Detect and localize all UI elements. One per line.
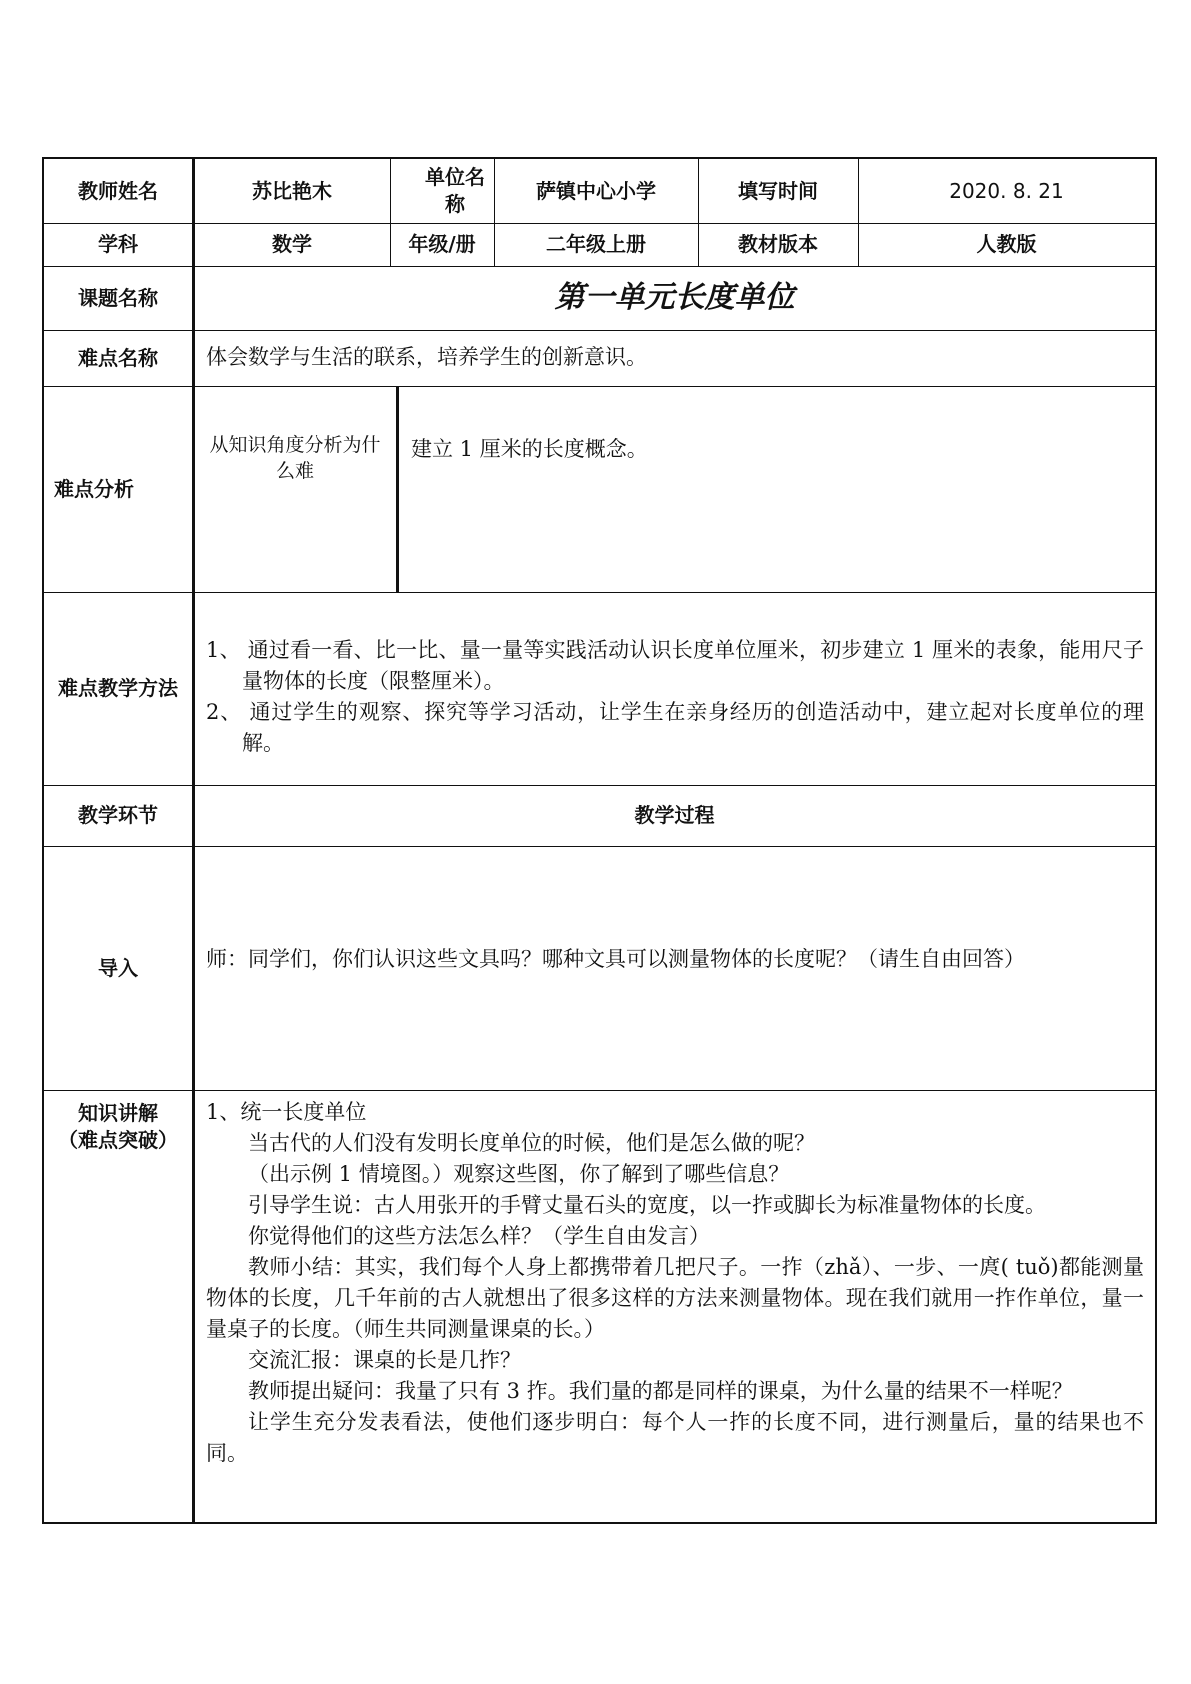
grade-value: 二年级上册 — [546, 232, 646, 256]
grade-label: 年级/册 — [408, 232, 476, 256]
knowledge-paragraph: 教师小结：其实，我们每个人身上都携带着几把尺子。一拃（zhǎ）、一步、一庹( tuǒ)都能测量物体的长度，几千年前的古人就想出了很多这样的方法来测量物体。现在我们就用一拃作单位，量一量桌子的长度。（师生共同测量课桌的长。） — [206, 1255, 1144, 1341]
teaching-method-item: 2、 通过学生的观察、探究等学习活动，让学生在亲身经历的创造活动中，建立起对长度单位的理解。 — [206, 700, 1144, 755]
teaching-method-item: 1、 通过看一看、比一比、量一量等实践活动认识长度单位厘米，初步建立 1 厘米的表象，能用尺子量物体的长度（限整厘米）。 — [206, 638, 1144, 693]
knowledge-paragraph: 让学生充分发表看法，使他们逐步明白：每个人一拃的长度不同，进行测量后，量的结果也不同。 — [206, 1410, 1144, 1465]
teacher-name-label: 教师姓名 — [78, 178, 158, 203]
teaching-method-label: 难点教学方法 — [58, 676, 178, 700]
row-divider — [44, 846, 1155, 847]
row-divider — [44, 386, 1155, 387]
process-column-header: 教学过程 — [634, 803, 715, 827]
knowledge-content — [206, 1097, 1144, 1469]
fill-time-value: 2020. 8. 21 — [949, 178, 1064, 203]
row-divider — [44, 592, 1155, 593]
unit-name-value: 萨镇中心小学 — [536, 178, 656, 203]
knowledge-paragraph: 教师提出疑问：我量了只有 3 拃。我们量的都是同样的课桌，为什么量的结果不一样呢？ — [248, 1379, 1073, 1403]
knowledge-paragraph: 当古代的人们没有发明长度单位的时候，他们是怎么做的呢？ — [248, 1131, 815, 1155]
knowledge-label-line1: 知识讲解 — [78, 1101, 158, 1125]
teaching-method-list — [206, 635, 1144, 759]
difficulty-analysis-sublabel: 从知识角度分析为什么难 — [209, 434, 381, 482]
difficulty-name-value: 体会数学与生活的联系，培养学生的创新意识。 — [206, 345, 647, 369]
knowledge-paragraph: 交流汇报：课桌的长是几拃？ — [248, 1348, 521, 1372]
unit-name-label: 单位名称 — [425, 165, 485, 216]
knowledge-paragraph: （出示例 1 情境图。）观察这些图，你了解到了哪些信息？ — [248, 1162, 790, 1186]
edition-value: 人教版 — [976, 232, 1037, 256]
knowledge-label — [44, 1097, 192, 1157]
topic-title: 第一单元长度单位 — [554, 279, 795, 315]
stage-column-header: 教学环节 — [78, 803, 158, 827]
intro-label: 导入 — [98, 955, 138, 980]
teacher-name-value: 苏比艳木 — [252, 178, 332, 203]
intro-text: 师：同学们，你们认识这些文具吗？哪种文具可以测量物体的长度呢？（请生自由回答） — [206, 947, 1025, 971]
difficulty-name-label: 难点名称 — [78, 345, 158, 370]
topic-label: 课题名称 — [78, 285, 158, 310]
row-divider — [44, 330, 1155, 331]
difficulty-analysis-value: 建立 1 厘米的长度概念。 — [411, 437, 648, 461]
edition-label: 教材版本 — [738, 232, 818, 256]
analysis-column-divider — [396, 386, 399, 592]
lesson-plan-table — [42, 157, 1157, 1524]
row-divider — [44, 1090, 1155, 1091]
knowledge-paragraph: 你觉得他们的这些方法怎么样？（学生自由发言） — [248, 1224, 710, 1248]
knowledge-label-line2: （难点突破） — [58, 1128, 178, 1152]
subject-label: 学科 — [98, 232, 138, 256]
fill-time-label: 填写时间 — [738, 178, 818, 203]
subject-value: 数学 — [272, 232, 312, 256]
knowledge-heading: 1、统一长度单位 — [206, 1100, 367, 1124]
difficulty-analysis-label: 难点分析 — [54, 476, 134, 501]
knowledge-paragraph: 引导学生说：古人用张开的手臂丈量石头的宽度，以一拃或脚长为标准量物体的长度。 — [248, 1193, 1046, 1217]
